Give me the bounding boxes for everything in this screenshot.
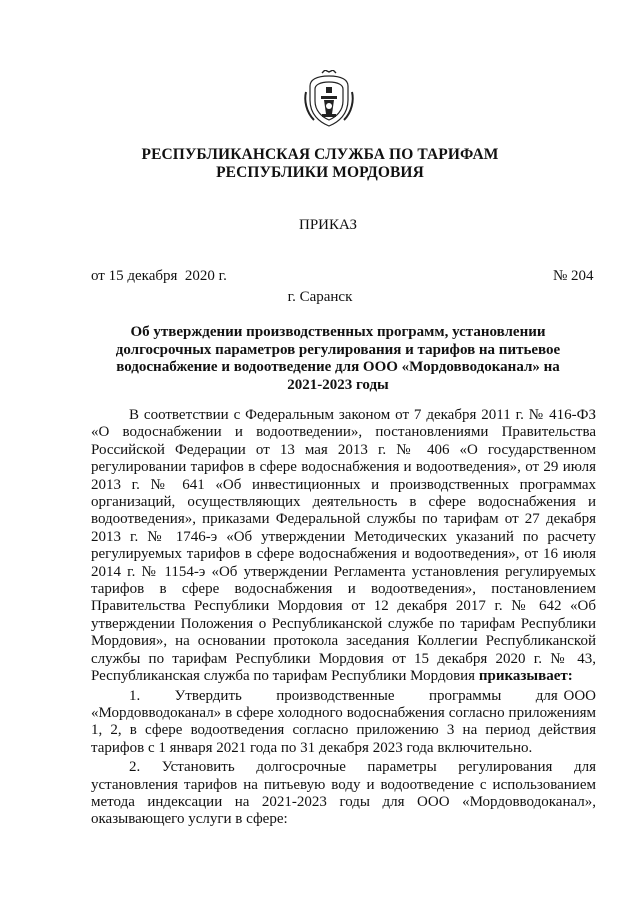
- document-type: ПРИКАЗ: [299, 217, 357, 233]
- document-title: Об утверждении производственных программ, установлении долгосрочных параметров регулирования и тарифов на питьевое водоснабжение и водоотведение для ООО «Мордовводоканал» на 2021-2023 годы: [115, 324, 561, 393]
- item-1-paragraph: 1. Утвердить производственные программы для ООО «Мордовводоканал» в сфере холодного водоснабжения согласно приложениям 1, 2, в сфере водоотведения согласно приложению 3 на период действия тарифов с 1 января 2021 года по 31 декабря 2023 года включительно.: [91, 687, 600, 756]
- document-date: от 15 декабря 2020 г.: [91, 268, 227, 284]
- order-verb: приказывает:: [478, 668, 573, 685]
- item-2-paragraph: 2. Установить долгосрочные параметры регулирования для установления тарифов на питьевую воду и водоотведение с использованием метода индексации на 2021-2023 годы для ООО «Мордовводоканал», оказывающего услуги в сфере:: [91, 759, 600, 828]
- coat-of-arms-icon: [302, 70, 356, 128]
- document-city: г. Саранск: [287, 289, 353, 305]
- preamble-text: В соответствии с Федеральным законом от 7 декабря 2011 г. № 416-ФЗ «О водоснабжении и водоотведении», постановлениями Правительства Российской Федерации от 13 мая 2013 г. № 406 «О государственном регулировании тарифов в сфере водоснабжения и водоотведения», от 29 июля 2013 г. № 641 «Об инвестиционных и производственных программах организаций, осуществляющих деятельность в сфере водоснабжения и водоотведения», приказами Федеральной службы по тарифам от 27 декабря 2013 г. № 1746-э «Об утверждении Методических указаний по расчету регулируемых тарифов в сфере водоснабжения и водоотведения», от 16 июля 2014 г. № 1154-э «Об утверждении Регламента установления регулируемых тарифов в сфере водоснабжения и водоотведения», постановлением Правительства Республики Мордовия от 12 декабря 2017 г. № 642 «Об утверждении Положения о Республиканской службе по тарифам Республики Мордовия», на основании протокола заседания Коллегии Республиканской службы по тарифам Республики Мордовия от 15 декабря 2020 г. № 43, Республиканская служба по тарифам Республики Мордовия: [91, 407, 596, 685]
- organization-name-line2: РЕСПУБЛИКИ МОРДОВИЯ: [216, 164, 424, 181]
- organization-name-line1: РЕСПУБЛИКАНСКАЯ СЛУЖБА ПО ТАРИФАМ: [141, 146, 499, 163]
- document-number: № 204: [553, 268, 594, 284]
- document-body: [91, 407, 600, 829]
- preamble-paragraph: [91, 407, 596, 686]
